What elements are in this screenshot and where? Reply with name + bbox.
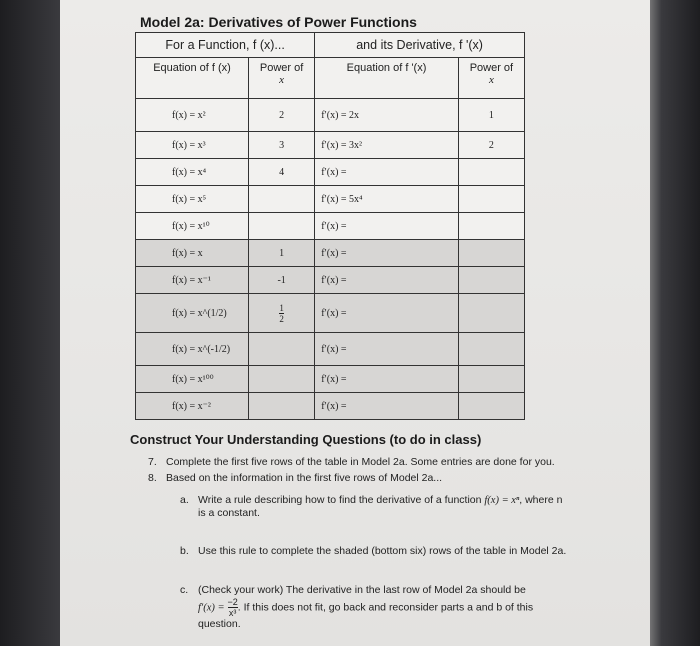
question-8a — [180, 494, 590, 520]
cell-power-fp — [458, 393, 524, 420]
question-8a-math: f(x) = xⁿ — [484, 495, 520, 506]
cell-function: f(x) = x⁻² — [136, 393, 249, 420]
col-header-power-fp-line1: Power of — [469, 62, 514, 74]
table-row — [136, 132, 525, 159]
question-8-text: Based on the information in the first five rows of Model 2a... — [166, 472, 443, 484]
cell-function: f(x) = x⁴ — [136, 159, 249, 186]
cell-power-fp — [458, 240, 524, 267]
table-row — [136, 213, 525, 240]
cell-power-f: 1 — [249, 240, 315, 267]
cell-function: f(x) = x — [136, 240, 249, 267]
cell-function: f(x) = x^(1/2) — [136, 294, 249, 333]
col-header-equation-fp: Equation of f '(x) — [315, 58, 459, 99]
cell-derivative: f′(x) = — [315, 213, 459, 240]
cell-power-f — [249, 213, 315, 240]
question-8-number: 8. — [148, 472, 157, 484]
cell-power-f — [249, 393, 315, 420]
cell-power-fp — [458, 213, 524, 240]
question-7-text: Complete the first five rows of the table in Model 2a. Some entries are done for you. — [166, 456, 555, 468]
question-7-number: 7. — [148, 456, 157, 468]
cell-function: f(x) = x² — [136, 99, 249, 132]
question-8c-line2 — [180, 597, 590, 618]
question-8c-fraction-den: x³ — [228, 608, 237, 618]
table-row-shaded — [136, 240, 525, 267]
cell-function: f(x) = x¹⁰⁰ — [136, 366, 249, 393]
cell-power-fp — [458, 159, 524, 186]
question-8c-label: c. — [180, 584, 189, 596]
table-row-shaded — [136, 333, 525, 366]
col-header-power-f-line2: x — [279, 74, 285, 86]
cell-power-f: 4 — [249, 159, 315, 186]
table-row-shaded — [136, 294, 525, 333]
table-row-shaded — [136, 366, 525, 393]
question-8c-text: (Check your work) The derivative in the last row of Model 2a should be — [198, 584, 526, 596]
question-8a-text-line2: is a constant. — [198, 507, 260, 519]
cell-function: f(x) = x³ — [136, 132, 249, 159]
question-7 — [148, 456, 555, 469]
cell-power-fp — [458, 267, 524, 294]
model-title: Model 2a: Derivatives of Power Functions — [140, 14, 417, 30]
cell-power-f — [249, 366, 315, 393]
col-header-equation-f: Equation of f (x) — [136, 58, 249, 99]
cell-power-fp — [458, 186, 524, 213]
fraction-denominator: 2 — [279, 313, 284, 324]
cell-derivative: f′(x) = 3x² — [315, 132, 459, 159]
cell-power-f: 2 — [249, 99, 315, 132]
question-8b — [180, 545, 566, 558]
question-8a-text-end: , where n — [519, 494, 563, 506]
fraction-numerator: 1 — [279, 302, 284, 313]
cell-derivative: f′(x) = — [315, 393, 459, 420]
cell-derivative: f′(x) = 5x⁴ — [315, 186, 459, 213]
cell-derivative: f′(x) = — [315, 159, 459, 186]
question-8c — [180, 584, 590, 631]
question-8c-fraction-num: −2 — [227, 597, 238, 607]
question-8c-fraction — [228, 597, 238, 618]
question-8 — [148, 472, 442, 485]
cell-power-fp: 2 — [458, 132, 524, 159]
cell-power-fp: 1 — [458, 99, 524, 132]
question-8b-text: Use this rule to complete the shaded (bottom six) rows of the table in Model 2a. — [198, 545, 567, 557]
cell-function: f(x) = x¹⁰ — [136, 213, 249, 240]
question-8b-label: b. — [180, 545, 189, 557]
cell-power-f — [249, 186, 315, 213]
derivatives-table — [135, 32, 525, 420]
col-header-power-f-line1: Power of — [259, 62, 304, 74]
cell-power-f — [249, 333, 315, 366]
table-row — [136, 159, 525, 186]
table-row-shaded — [136, 267, 525, 294]
cell-derivative: f′(x) = — [315, 267, 459, 294]
questions-heading: Construct Your Understanding Questions (to do in class) — [130, 432, 482, 447]
group-header-function: For a Function, f (x)... — [136, 33, 315, 58]
table-row — [136, 186, 525, 213]
col-header-power-f — [249, 58, 315, 99]
group-header-derivative: and its Derivative, f '(x) — [315, 33, 525, 58]
col-header-power-fp — [458, 58, 524, 99]
cell-power-f — [249, 294, 315, 333]
fraction-one-half — [279, 303, 284, 324]
cell-derivative: f′(x) = — [315, 240, 459, 267]
cell-derivative: f′(x) = — [315, 333, 459, 366]
cell-derivative: f′(x) = — [315, 366, 459, 393]
cell-power-fp — [458, 333, 524, 366]
cell-power-f: 3 — [249, 132, 315, 159]
cell-power-fp — [458, 366, 524, 393]
question-8c-text-line3: question. — [198, 618, 241, 630]
cell-function: f(x) = x⁻¹ — [136, 267, 249, 294]
cell-derivative: f′(x) = — [315, 294, 459, 333]
question-8a-label: a. — [180, 494, 189, 506]
cell-power-f: -1 — [249, 267, 315, 294]
table-row — [136, 99, 525, 132]
question-8a-text: Write a rule describing how to find the derivative of a function — [198, 494, 482, 506]
cell-function: f(x) = x^(-1/2) — [136, 333, 249, 366]
question-8c-math-lhs: f′(x) = — [198, 602, 225, 614]
cell-function: f(x) = x⁵ — [136, 186, 249, 213]
question-8c-text-mid: . If this does not fit, go back and reconsider parts a and b of this — [237, 601, 534, 614]
table-row-shaded — [136, 393, 525, 420]
cell-power-fp — [458, 294, 524, 333]
col-header-power-fp-line2: x — [488, 74, 494, 86]
cell-derivative: f′(x) = 2x — [315, 99, 459, 132]
